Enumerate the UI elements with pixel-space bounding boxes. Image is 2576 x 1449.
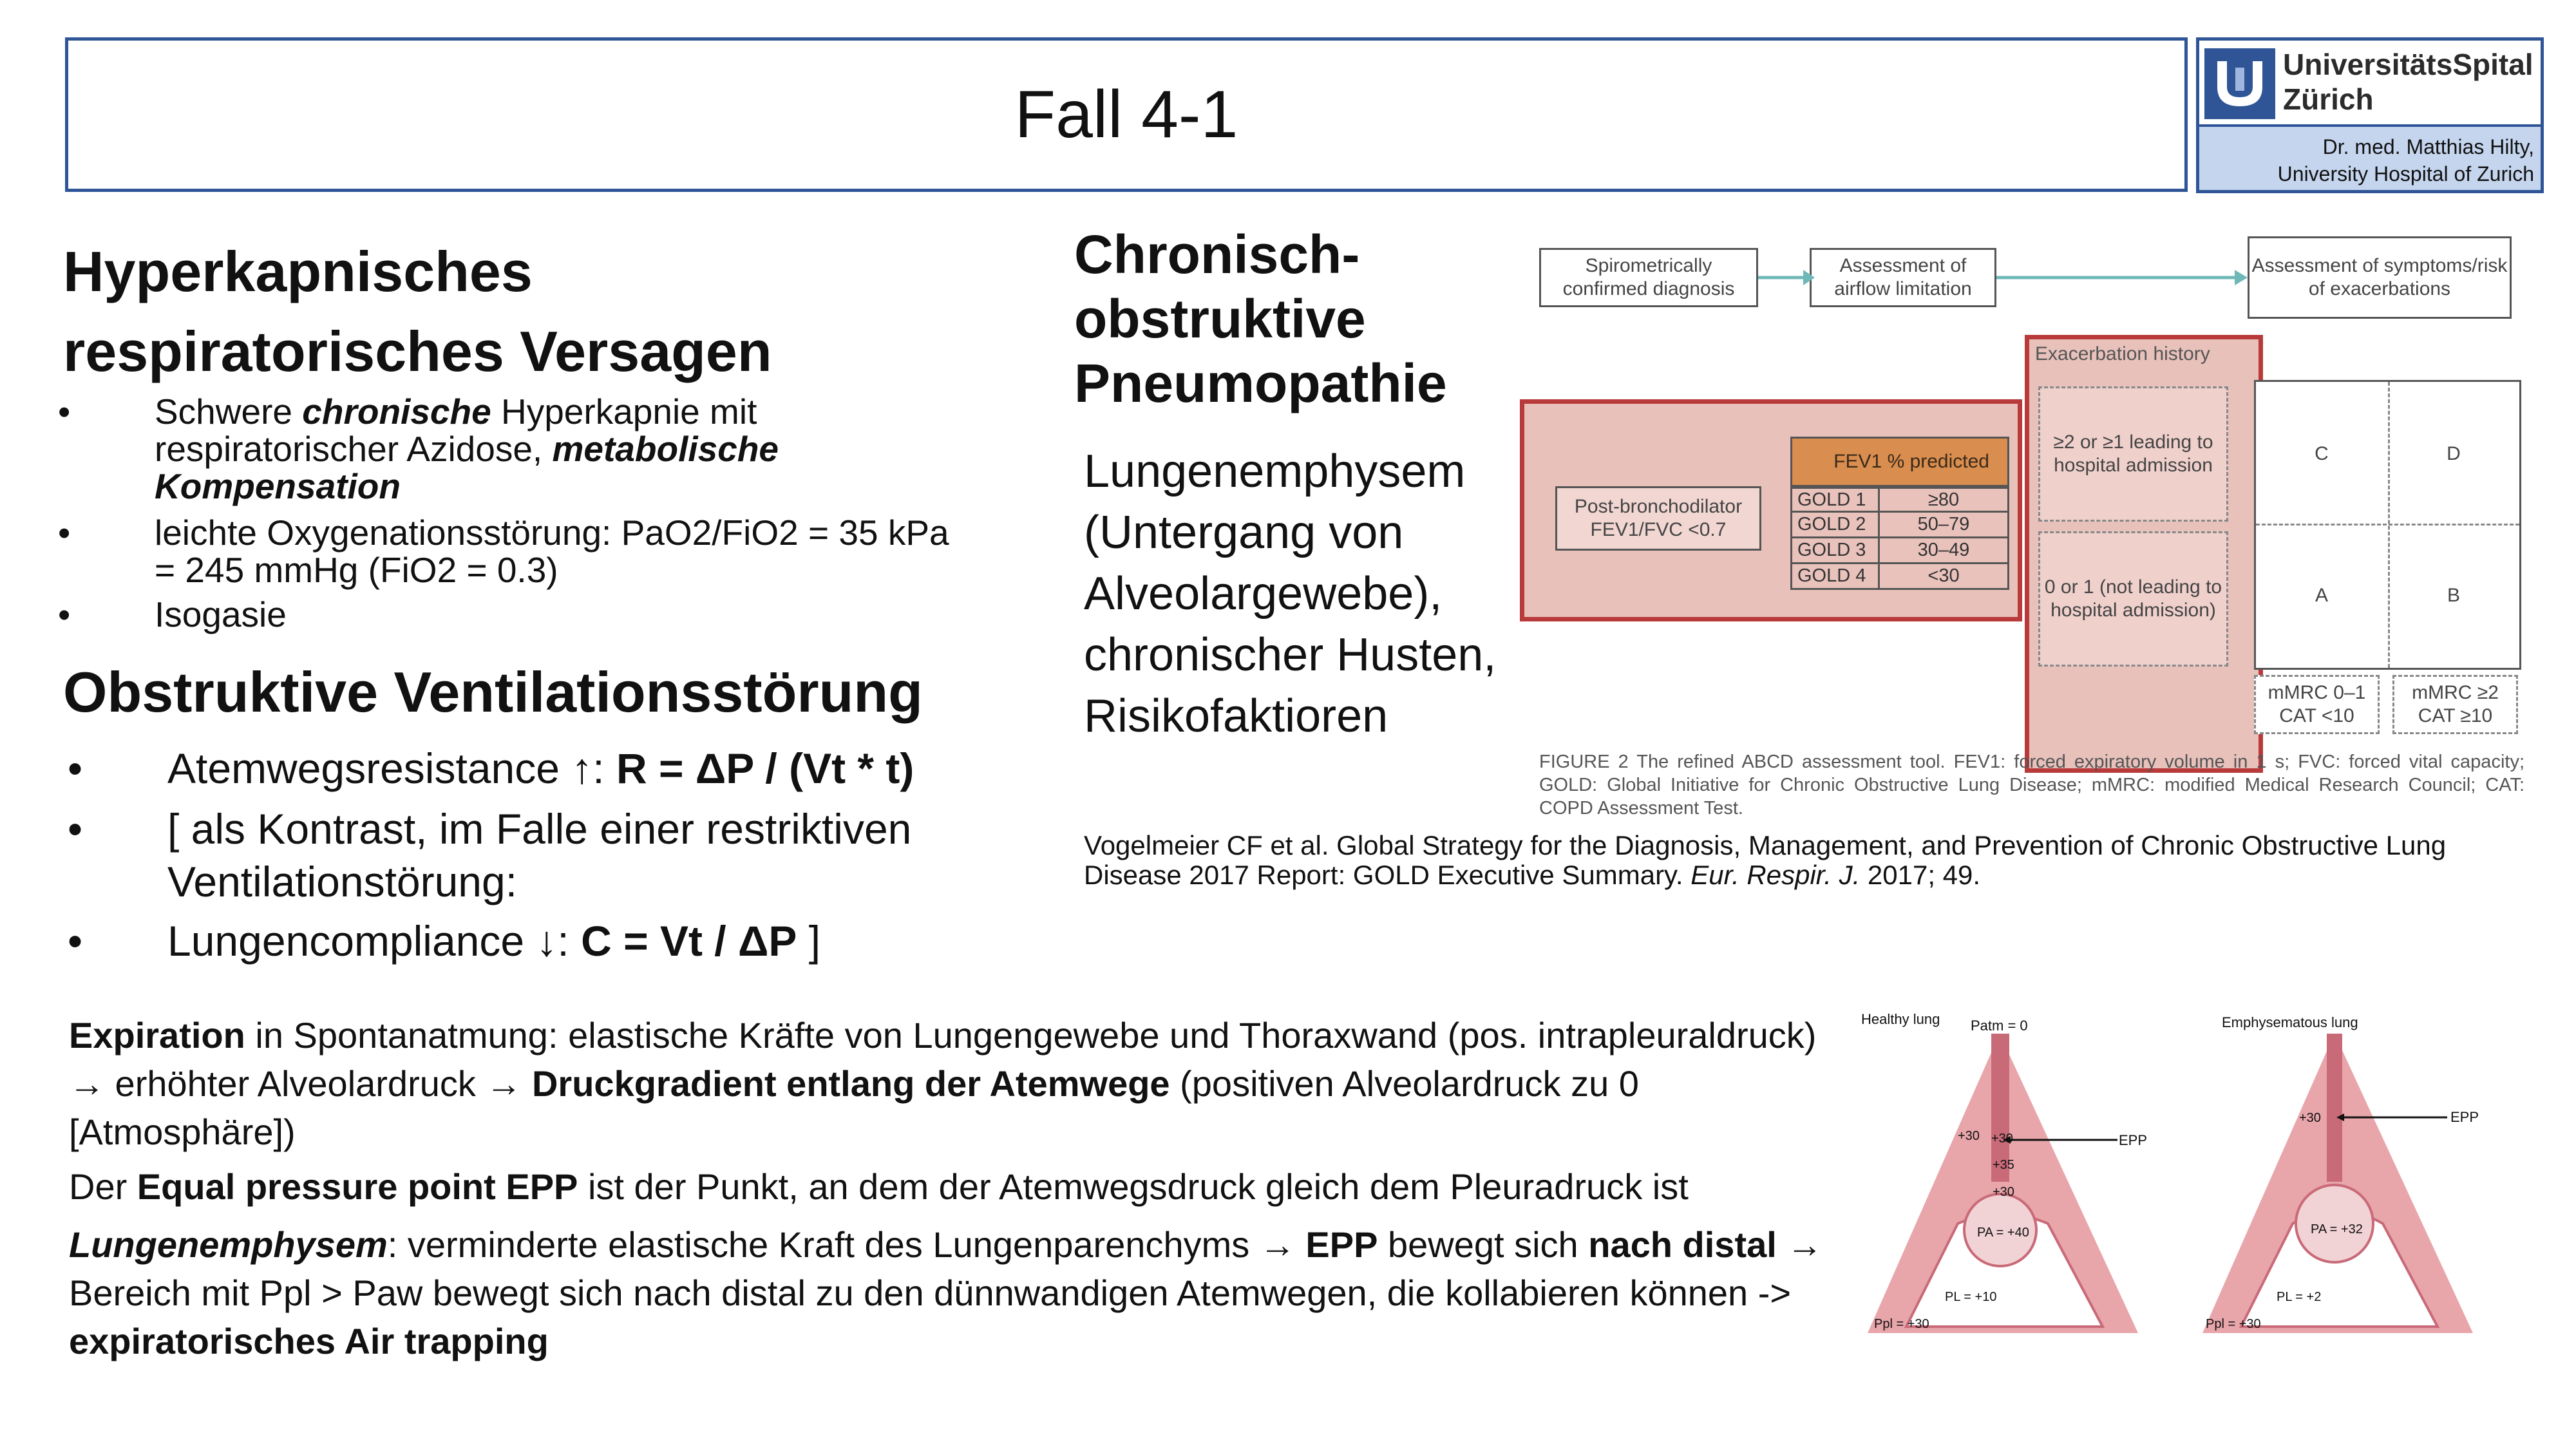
post-bronchodilator-box: Post-bronchodilator FEV1/FVC <0.7 [1555,486,1761,551]
text-fragment: Der [69,1166,137,1207]
healthy-p-30a: +30 [1958,1129,1980,1143]
emph-pl: PL = +2 [2277,1290,2322,1304]
logo-name [2283,47,2533,117]
usz-logo-icon [2204,48,2275,119]
term-nach-distal: nach distal [1588,1224,1777,1265]
bullet-item-compliance [68,914,1056,967]
credit-line-2: University Hospital of Zurich [2277,162,2534,185]
text-fragment: leichte Oxygenationsstörung: PaO2/FiO2 = 35 kPa = 245 mmHg (FiO2 = 0.3) [155,513,949,590]
formula-resistance: R = ΔP / (Vt * t) [616,744,914,792]
paragraph-expiration [69,1011,1840,1156]
heading-obstruction: Obstruktive Ventilationsstörung [63,660,923,724]
text-fragment: : verminderte elastische Kraft des Lungenparenchyms → [387,1224,1306,1265]
quadrant-b: B [2392,531,2515,660]
heading-hyperkapnia: Hyperkapnisches respiratorisches Versagen [63,240,772,383]
emph-epp-label: EPP [2450,1109,2479,1125]
bullet-item-contrast [68,802,1056,908]
term-air-trapping: expiratorisches Air trapping [69,1321,549,1361]
exacerbation-low: 0 or 1 (not leading to hospital admission) [2038,531,2228,667]
gold-grade-row [1790,564,2009,590]
healthy-p-35: +35 [1993,1158,2014,1172]
healthy-p-30b: +30 [1991,1132,2013,1146]
emph-title: Emphysematous lung [2222,1014,2358,1030]
heading-copd: Chronisch-obstruktive Pneumopathie [1074,224,1447,413]
gold-grade-value: 50–79 [1917,514,1970,535]
healthy-epp-label: EPP [2119,1132,2148,1148]
text-fragment: Lungencompliance ↓: [167,917,582,965]
copd-description: Lungenemphysem (Untergang von Alveolargewebe), chronischer Husten, Risikofaktioren [1084,446,1497,742]
term-lungenemphysem: Lungenemphysem [69,1224,388,1265]
box-spirometry: Spirometrically confirmed diagnosis [1539,248,1758,307]
bullet-dot: • [58,513,71,553]
bullet-dot: • [68,805,83,853]
emphasis-metabolische: metabolische Kompensation [155,429,779,506]
term-druckgradient: Druckgradient entlang der Atemwege [531,1063,1170,1104]
healthy-title: Healthy lung [1861,1011,1940,1027]
author-credit [2278,133,2534,187]
slide-title: Fall 4-1 [1014,77,1238,152]
exacerbation-high: ≥2 or ≥1 leading to hospital admission [2038,386,2228,522]
quadrant-c: C [2260,390,2383,518]
gold-grade-label: GOLD 2 [1792,513,1880,536]
mmrc-low-box: mMRC 0–1 CAT <10 [2254,675,2380,734]
text-fragment: Hyperkapnie mit respiratorischer Azidose, [155,392,757,469]
exacerbation-title: Exacerbation history [2035,343,2210,365]
quadrant-a: A [2260,531,2383,660]
gold-grade-value: <30 [1927,565,1960,586]
healthy-p-30c: +30 [1993,1185,2014,1199]
citation-text: Vogelmeier CF et al. Global Strategy for the Diagnosis, Management, and Prevention of Chronic Obstructive Lung Disease 2017 Report: GOLD Executive Summary. [1084,830,2447,890]
grid-divider-horizontal [2256,524,2519,526]
healthy-ppl: Ppl = +30 [1874,1317,1929,1331]
term-expiration: Expiration [69,1015,245,1056]
logo-top [2199,41,2541,124]
gold-grade-row [1790,487,2009,513]
bullet-item-oxygenation [58,513,972,590]
text-fragment: Atemwegsresistance ↑: [167,744,616,792]
term-epp: Equal pressure point EPP [137,1166,578,1207]
text-fragment: Schwere [155,392,303,431]
paragraph-emphysem [69,1220,1840,1365]
text-fragment: → Bereich mit Ppl > Paw bewegt sich nach distal zu den dünnwandigen Atemwegen, die kollabieren können -> [69,1224,1823,1313]
text-fragment: bewegt sich [1378,1224,1589,1265]
box-airflow: Assessment of airflow limitation [1810,248,1996,307]
healthy-patm: Patm = 0 [1971,1018,2028,1034]
healthy-pl: PL = +10 [1945,1290,1997,1304]
gold-grade-row [1790,538,2009,564]
term-epp-short: EPP [1305,1224,1378,1265]
gold-grade-label: GOLD 4 [1792,564,1880,588]
text-fragment: Isogasie [155,594,287,634]
logo-name-line1: UniversitätsSpital [2283,48,2533,81]
quadrant-d: D [2392,390,2515,518]
bullet-dot: • [68,917,83,965]
logo-name-line2: Zürich [2283,82,2374,116]
box-symptoms: Assessment of symptoms/risk of exacerbations [2248,236,2512,319]
emphasis-chronisch: chronische [302,392,491,431]
figure-caption: FIGURE 2 The refined ABCD assessment tool. FEV1: forced expiratory volume in 1 s; FVC: forced vital capacity; GOLD: Global Initiative for Chronic Obstructive Lung Disease; mMRC: modified Medical Research Council; CAT: COPD Assessment Test. [1539,752,2524,819]
university-logo-block [2196,37,2544,193]
citation-journal: Eur. Respir. J. [1690,860,1861,890]
text-fragment: in Spontanatmung: elastische Kräfte von Lungengewebe und Thoraxwand (pos. intrapleuraldruck) → erhöhter Alveolardruck → [69,1015,1817,1104]
emph-p-30: +30 [2299,1111,2321,1125]
credit-box [2199,124,2541,190]
paragraph-epp [69,1162,1840,1211]
citation [1084,831,2468,890]
lung-pressure-diagram [1855,1011,2499,1346]
bullet-dot: • [68,744,83,792]
bullet-item-resistance [68,742,1056,795]
gold-grade-row [1790,513,2009,538]
gold-grade-table [1790,487,2009,590]
bullet-dot: • [58,392,71,431]
gold-grade-value: 30–49 [1917,540,1970,560]
bullet-dot: • [58,594,71,634]
formula-compliance: C = Vt / ΔP [581,917,797,965]
gold-grade-label: GOLD 1 [1792,489,1880,511]
credit-line-1: Dr. med. Matthias Hilty, [2322,135,2534,158]
healthy-pa: PA = +40 [1977,1226,2029,1240]
mmrc-high-box: mMRC ≥2 CAT ≥10 [2392,675,2518,734]
gold-grade-value: ≥80 [1927,489,1960,510]
bullet-item-isogasie [58,594,972,634]
gold-grade-label: GOLD 3 [1792,538,1880,562]
emph-airway [2327,1034,2342,1182]
gold-abcd-figure [1520,235,2524,828]
text-fragment: [ als Kontrast, im Falle einer restriktiven Ventilationstörung: [167,805,912,905]
text-fragment: ist der Punkt, an dem der Atemwegsdruck gleich dem Pleuradruck ist [578,1166,1689,1207]
lung-diagram-svg [1855,1011,2499,1346]
citation-year: 2017; 49. [1860,860,1981,890]
emph-ppl: Ppl = +30 [2206,1317,2261,1331]
text-fragment: ] [797,917,821,965]
text-fragment: (positiven Alveolardruck zu 0 [Atmosphäre]) [69,1063,1639,1152]
bullet-item-hyperkapnie [58,392,972,506]
emph-pa: PA = +32 [2311,1222,2363,1236]
fev1-header: FEV1 % predicted [1790,437,2009,487]
